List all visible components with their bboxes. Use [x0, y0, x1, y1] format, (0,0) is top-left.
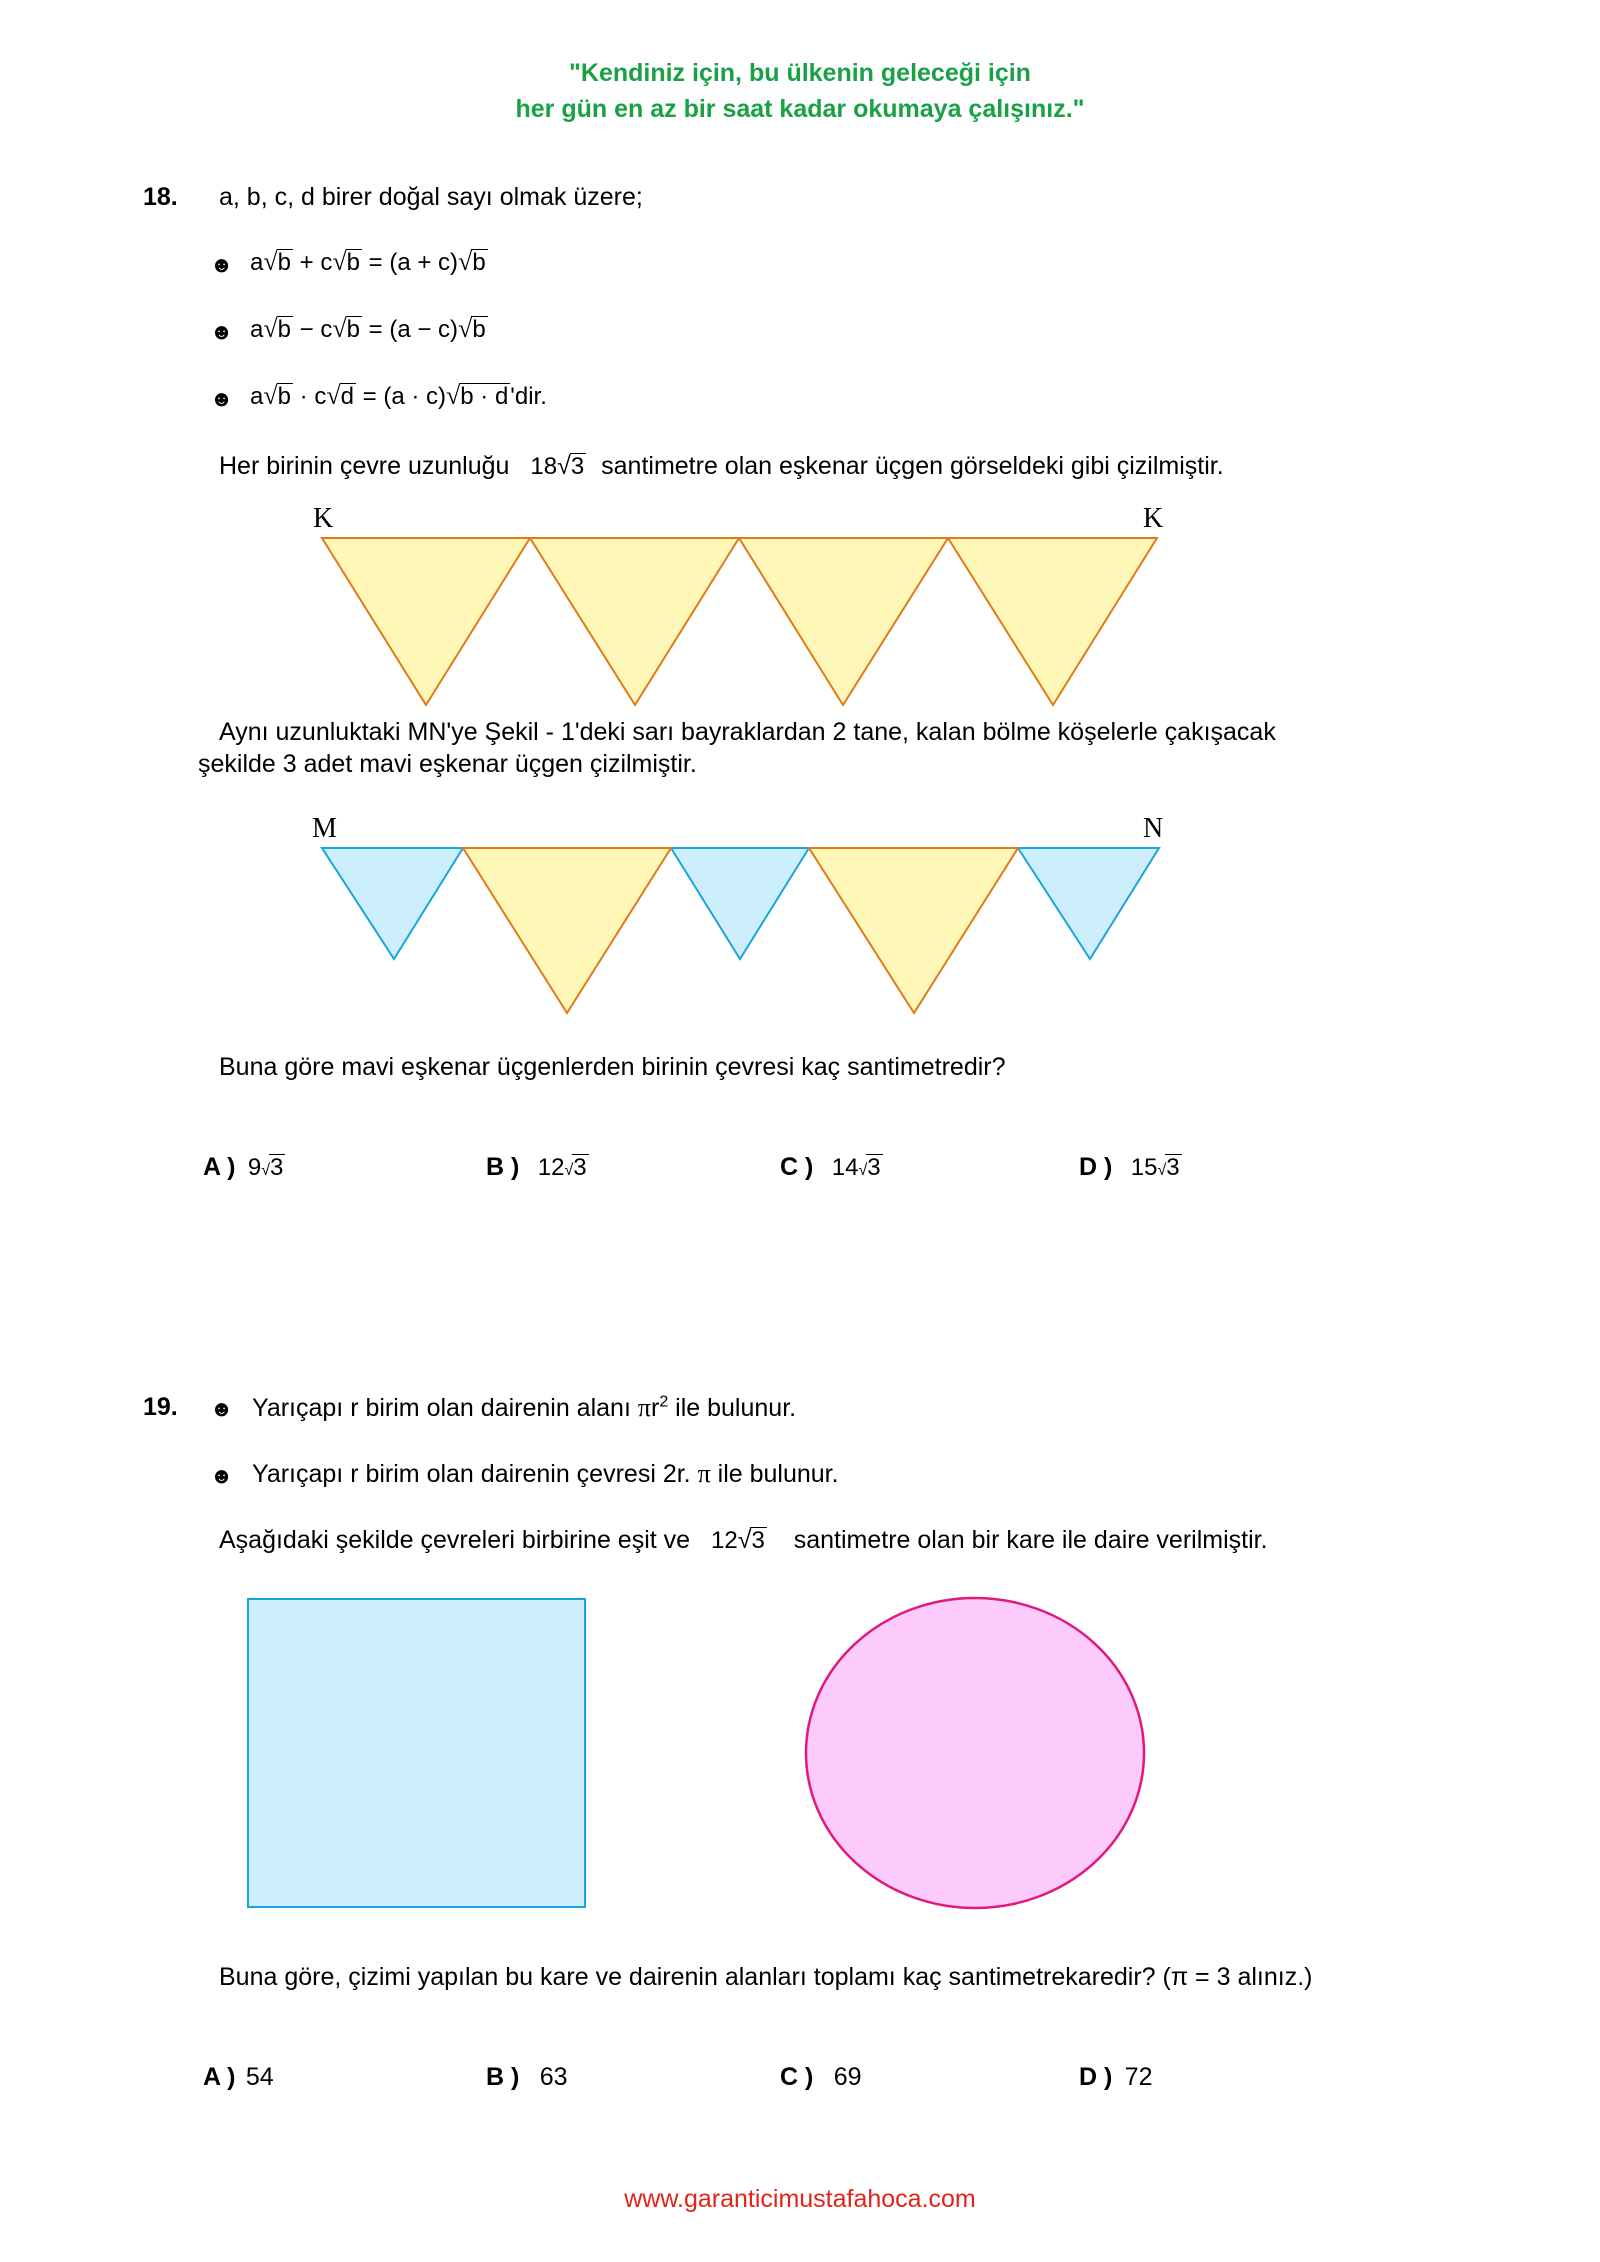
rule-difference: a√b − c√b = (a − c)√b: [250, 314, 486, 343]
motto-line-1: "Kendiniz için, bu ülkenin geleceği için: [569, 59, 1031, 87]
smiley-bullet-icon: ☻: [210, 319, 234, 344]
rule-sum: a√b + c√b = (a + c)√b: [250, 247, 486, 276]
q18-option-b[interactable]: B ) 12√3: [486, 1153, 587, 1181]
square-shape: [248, 1599, 585, 1907]
mn-description-line-2: şekilde 3 adet mavi eşkenar üçgen çizilmiştir.: [198, 750, 697, 778]
mn-description-line-1: Aynı uzunluktaki MN'ye Şekil - 1'deki sarı bayraklardan 2 tane, kalan bölme köşelerle çakışacak: [219, 718, 1276, 746]
question-19-prompt: Buna göre, çizimi yapılan bu kare ve dairenin alanları toplamı kaç santimetrekaredir? (π = 3 alınız.): [219, 1963, 1313, 1991]
q19-option-b[interactable]: B ) 63: [486, 2063, 568, 2091]
question-18-number: 18.: [143, 183, 178, 211]
q19-option-d[interactable]: D ) 72: [1079, 2063, 1153, 2091]
label-n: N: [1143, 813, 1164, 844]
smiley-bullet-icon: ☻: [210, 1396, 234, 1421]
q18-option-d[interactable]: D ) 15√3: [1079, 1153, 1180, 1181]
smiley-bullet-icon: ☻: [210, 252, 234, 277]
q19-option-c[interactable]: C ) 69: [780, 2063, 862, 2091]
q18-option-a[interactable]: A ) 9√3: [203, 1153, 284, 1181]
q18-option-c[interactable]: C ) 14√3: [780, 1153, 881, 1181]
q19-intro: Aşağıdaki şekilde çevreleri birbirine eşit ve 12√3 santimetre olan bir kare ile daire verilmiştir.: [219, 1526, 1268, 1554]
motto-line-2: her gün en az bir saat kadar okumaya çalışınız.": [515, 95, 1085, 123]
label-m: M: [312, 813, 337, 844]
q19-option-a[interactable]: A ) 54: [203, 2063, 274, 2091]
question-18-intro: a, b, c, d birer doğal sayı olmak üzere;: [219, 183, 643, 211]
rule-product: a√b · c√d = (a · c)√b · d'dir.: [250, 381, 547, 410]
circle-shape: [806, 1598, 1144, 1908]
smiley-bullet-icon: ☻: [210, 386, 234, 411]
circle-circumference-fact: Yarıçapı r birim olan dairenin çevresi 2r. π ile bulunur.: [252, 1459, 839, 1488]
question-19-number: 19.: [143, 1393, 178, 1421]
label-k-left: K: [313, 503, 334, 534]
label-k-right: K: [1143, 503, 1164, 534]
circle-area-fact: Yarıçapı r birim olan dairenin alanı $\pi r^2$ ile bulunur.: [252, 1393, 797, 1422]
smiley-bullet-icon: ☻: [210, 1463, 234, 1488]
question-18-prompt: Buna göre mavi eşkenar üçgenlerden birinin çevresi kaç santimetredir?: [219, 1053, 1006, 1081]
footer-website-link[interactable]: www.garanticimustafahoca.com: [624, 2185, 976, 2213]
perimeter-statement: Her birinin çevre uzunluğu 18√3 santimetre olan eşkenar üçgen görseldeki gibi çizilmiştir.: [219, 452, 1224, 480]
